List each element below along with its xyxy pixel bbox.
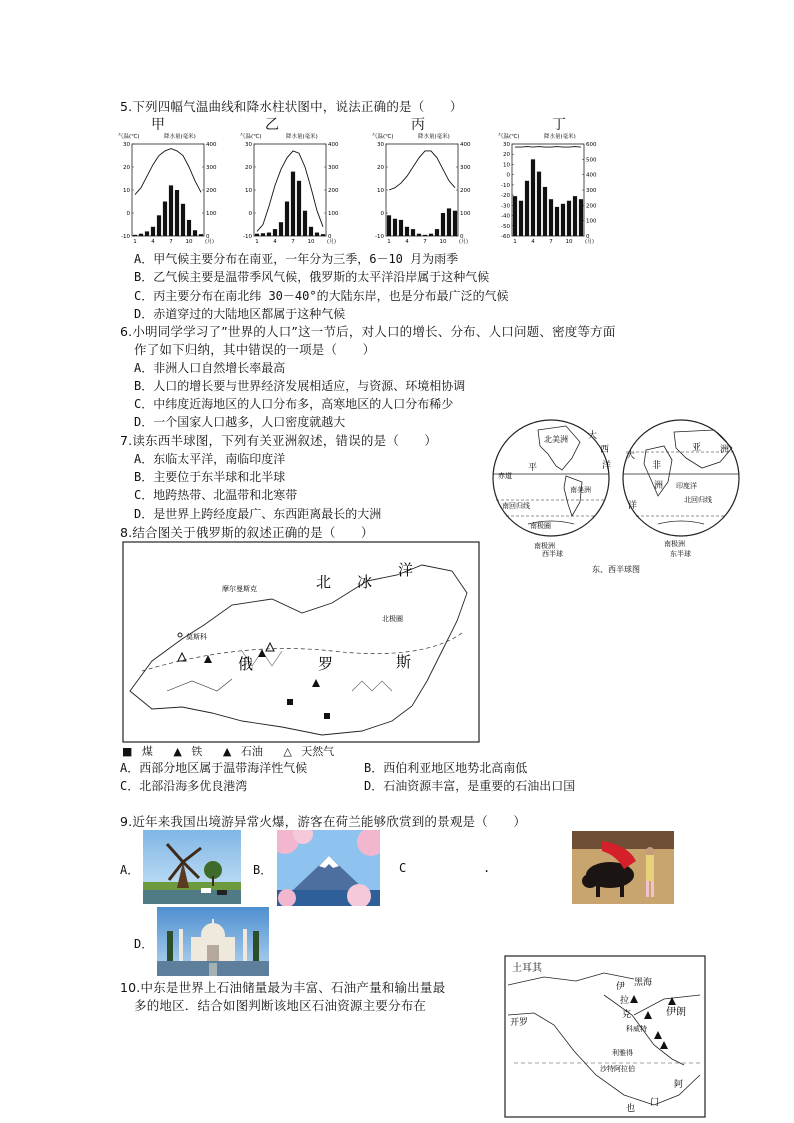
map-label-yi: 伊 <box>616 982 626 992</box>
map-label-bing: 冰 <box>357 573 373 591</box>
precip-tick-label: 400 <box>460 142 471 148</box>
precip-bar <box>453 211 457 236</box>
q7-option-d[interactable]: D．是世界上跨经度最广、东西距离最长的大洲 <box>134 507 382 521</box>
russia-map-legend <box>122 743 334 759</box>
month-unit-label: (月) <box>459 239 468 245</box>
q7-option-b[interactable]: B．主要位于东半球和北半球 <box>134 470 286 484</box>
map-label-turkey: 土耳其 <box>512 963 542 974</box>
precip-tick-label: 300 <box>328 165 339 171</box>
map-label-arctic-circle: 北极圈 <box>382 615 403 623</box>
legend-gas: △ 天然气 <box>283 745 335 758</box>
legend-coal: ■ 煤 <box>122 745 153 758</box>
precip-bar <box>175 190 179 236</box>
month-unit-label: (月) <box>205 239 214 245</box>
q5-option-d[interactable]: D．赤道穿过的大陆地区都属于这种气候 <box>134 307 346 321</box>
precip-tick-label: 400 <box>586 172 597 179</box>
q7-option-a[interactable]: A．东临太平洋，南临印度洋 <box>134 452 286 466</box>
temp-tick-label: -10 <box>121 234 130 240</box>
label-tropic-cancer: 北回归线 <box>684 496 712 504</box>
temp-tick-label: 30 <box>123 142 130 148</box>
label-north-america: 北美洲 <box>544 435 568 444</box>
q8-option-b[interactable]: B．西伯利亚地区地势北高南低 <box>364 761 528 775</box>
temp-axis-label: 气温(℃) <box>372 134 394 140</box>
precip-tick-label: 0 <box>586 234 590 240</box>
temp-tick-label: 0 <box>248 211 252 217</box>
label-indian-ocean: 印度洋 <box>676 482 697 490</box>
precip-tick-label: 200 <box>460 188 471 194</box>
precip-axis-label: 降水量(毫米) <box>418 134 450 140</box>
temp-tick-label: -10 <box>501 182 510 189</box>
month-tick-label: 4 <box>273 239 277 245</box>
precip-bar <box>525 181 529 236</box>
temperature-line <box>515 147 581 148</box>
label-yang: 洋 <box>602 461 612 471</box>
bull-icon <box>572 831 674 904</box>
precip-tick-label: 400 <box>206 142 217 148</box>
map-label-luo: 罗 <box>318 655 334 673</box>
precip-tick-label: 100 <box>328 211 339 217</box>
precip-tick-label: 100 <box>460 211 471 217</box>
month-tick-label: 1 <box>387 239 391 245</box>
precip-bar <box>555 207 559 236</box>
q6-option-b[interactable]: B．人口的增长要与世界经济发展相适应，与资源、环境相协调 <box>134 379 466 393</box>
bullfighting-image[interactable] <box>572 831 674 904</box>
precip-bar <box>423 235 427 236</box>
map-label-si: 斯 <box>396 653 412 671</box>
q9-label-c[interactable]: C <box>399 861 407 875</box>
temp-tick-label: 10 <box>503 162 510 169</box>
label-yang-2: 洋 <box>628 501 638 511</box>
precip-tick-label: 200 <box>328 188 339 194</box>
temp-tick-label: -50 <box>501 223 510 230</box>
month-tick-label: 7 <box>169 239 173 245</box>
map-label-yang: 洋 <box>398 561 414 579</box>
temp-axis-label: 气温(℃) <box>498 134 520 140</box>
label-zhou: 洲 <box>720 445 730 455</box>
hemisphere-map <box>488 412 758 577</box>
temp-tick-label: 0 <box>506 172 510 179</box>
mount-fuji-image[interactable] <box>277 830 380 906</box>
label-da-2: 大 <box>626 451 636 461</box>
temp-tick-label: 20 <box>377 165 384 171</box>
mountain-icon <box>277 830 380 906</box>
q5-option-a[interactable]: A．甲气候主要分布在南亚，一年分为三季，6－10 月为雨季 <box>134 252 459 266</box>
precip-bar <box>169 185 173 236</box>
precip-bar <box>573 196 577 236</box>
temp-tick-label: 20 <box>503 152 510 159</box>
precip-bar <box>429 234 433 236</box>
precip-bar <box>267 233 271 236</box>
windmill-icon <box>143 830 241 904</box>
label-antarctica-west: 南极洲 <box>534 542 555 550</box>
map-label-kuwait: 科威特 <box>626 1025 647 1033</box>
q9-label-b[interactable]: B． <box>253 863 273 877</box>
map-label-black-sea: 黑海 <box>634 978 653 988</box>
label-antarctica-east: 南极洲 <box>664 540 685 548</box>
temp-axis-label: 气温(℃) <box>118 134 140 140</box>
precip-bar <box>543 187 547 236</box>
precip-tick-label: 0 <box>460 234 464 240</box>
precip-axis-label: 降水量(毫米) <box>544 134 576 140</box>
precip-bar <box>133 235 137 236</box>
temp-tick-label: -20 <box>501 193 510 200</box>
temp-tick-label: 0 <box>126 211 130 217</box>
month-tick-label: 7 <box>549 239 553 245</box>
month-tick-label: 4 <box>151 239 155 245</box>
taj-mahal-image[interactable] <box>157 907 269 976</box>
precip-bar <box>519 201 523 236</box>
climate-chart-bing <box>372 130 472 248</box>
map-label-e: 俄 <box>238 655 254 673</box>
temp-tick-label: 10 <box>245 188 252 194</box>
precip-bar <box>139 234 143 236</box>
precip-axis-label: 降水量(毫米) <box>286 134 318 140</box>
month-tick-label: 1 <box>133 239 137 245</box>
precip-tick-label: 100 <box>206 211 217 217</box>
map-label-saudi-arabia: 沙特阿拉伯 <box>600 1065 635 1073</box>
chart-frame <box>254 144 326 236</box>
month-tick-label: 10 <box>439 239 447 245</box>
q6-stem-line2: 作了如下归纳，其中错误的一项是（ ） <box>134 342 376 357</box>
precip-bar <box>163 202 167 237</box>
precip-bar <box>297 181 301 236</box>
precip-bar <box>537 172 541 236</box>
precip-bar <box>151 227 155 236</box>
map-label-moscow: 莫斯科 <box>186 633 207 641</box>
q6-option-d[interactable]: D．一个国家人口越多，人口密度就越大 <box>134 415 346 429</box>
label-antarctic-circle: 南极圈 <box>530 522 551 530</box>
q9-label-dot: . <box>483 861 491 875</box>
map-label-ke: 克 <box>622 1010 632 1020</box>
month-tick-label: 7 <box>291 239 295 245</box>
q9-label-a[interactable]: A． <box>120 863 140 877</box>
chart-title-jia: 甲 <box>151 117 165 133</box>
precip-bar <box>187 220 191 236</box>
precip-bar <box>513 196 517 236</box>
precip-tick-label: 200 <box>206 188 217 194</box>
precip-bar <box>561 204 565 236</box>
precip-bar <box>399 220 403 236</box>
temp-tick-label: 20 <box>123 165 130 171</box>
temp-tick-label: 20 <box>245 165 252 171</box>
precip-bar <box>531 159 535 236</box>
precip-bar <box>279 222 283 236</box>
precip-bar <box>255 234 259 236</box>
q10-stem-line1: 10.中东是世界上石油储量最为丰富、石油产量和输出量最 <box>120 980 446 995</box>
precip-tick-label: 300 <box>586 188 597 194</box>
precip-bar <box>145 231 149 236</box>
map-label-ye: 也 <box>626 1104 636 1114</box>
precip-bar <box>579 199 583 236</box>
precip-tick-label: 300 <box>206 165 217 171</box>
temp-tick-label: -10 <box>243 234 252 240</box>
precip-bar <box>549 199 553 236</box>
q8-stem: 8.结合图关于俄罗斯的叙述正确的是（ ） <box>120 525 374 540</box>
climate-chart-ding <box>498 130 598 248</box>
precip-bar <box>315 233 319 236</box>
q8-option-d[interactable]: D．石油资源丰富，是重要的石油出口国 <box>364 779 576 793</box>
chart-title-yi: 乙 <box>265 117 279 133</box>
windmill-image[interactable] <box>143 830 241 904</box>
label-fei: 非 <box>652 461 662 471</box>
month-tick-label: 10 <box>307 239 315 245</box>
precip-bar <box>291 172 295 236</box>
map-label-murmansk: 摩尔曼斯克 <box>222 585 257 593</box>
temp-tick-label: -30 <box>501 203 510 210</box>
temp-tick-label: -40 <box>501 213 510 220</box>
month-tick-label: 1 <box>255 239 259 245</box>
precip-bar <box>411 229 415 236</box>
precip-bar <box>181 204 185 236</box>
precip-bar <box>441 213 445 236</box>
precip-axis-label: 降水量(毫米) <box>164 134 196 140</box>
precip-bar <box>273 229 277 236</box>
q5-option-b[interactable]: B．乙气候主要是温带季风气候，俄罗斯的太平洋沿岸属于这种气候 <box>134 270 490 284</box>
taj-mahal-icon <box>157 907 269 976</box>
map-label-men: 门 <box>650 1098 660 1108</box>
precip-bar <box>393 219 397 236</box>
q6-stem-line1: 6.小明同学学习了”世界的人口”这一节后，对人口的增长、分布、人口问题、密度等方面 <box>120 324 616 339</box>
map-label-riyadh: 利雅得 <box>612 1049 633 1057</box>
precip-bar <box>193 230 197 236</box>
q5-stem: 5.下列四幅气温曲线和降水柱状图中，说法正确的是（ ） <box>120 99 463 114</box>
map-label-iran: 伊朗 <box>666 1007 686 1018</box>
q6-option-a[interactable]: A．非洲人口自然增长率最高 <box>134 361 286 375</box>
chart-title-ding: 丁 <box>552 117 566 133</box>
temp-tick-label: 30 <box>503 142 510 148</box>
precip-tick-label: 300 <box>460 165 471 171</box>
label-ya: 亚 <box>692 443 702 453</box>
legend-oil: ▲ 石油 <box>222 745 263 758</box>
temp-axis-label: 气温(℃) <box>240 134 262 140</box>
label-tropic-capricorn: 南回归线 <box>502 502 530 510</box>
label-ping: 平 <box>528 463 538 473</box>
precip-tick-label: 500 <box>586 157 597 164</box>
precip-bar <box>417 234 421 236</box>
chart-frame <box>132 144 204 236</box>
temp-tick-label: 0 <box>380 211 384 217</box>
precip-bar <box>309 227 313 236</box>
q5-option-c[interactable]: C．丙主要分布在南北纬 30－40°的大陆东岸，也是分布最广泛的气候 <box>134 289 509 303</box>
temp-tick-label: 10 <box>123 188 130 194</box>
climate-chart-yi <box>240 130 340 248</box>
q8-option-a[interactable]: A．西部分地区属于温带海洋性气候 <box>120 761 308 775</box>
label-west-hemisphere: 西半球 <box>542 550 563 558</box>
q10-stem-line2: 多的地区．结合如图判断该地区石油资源主要分布在 <box>134 998 427 1013</box>
climate-chart-jia <box>118 130 218 248</box>
precip-bar <box>567 201 571 236</box>
label-east-hemisphere: 东半球 <box>670 550 691 558</box>
hemisphere-caption: 东、西半球图 <box>592 565 640 574</box>
precip-bar <box>387 215 391 236</box>
precip-tick-label: 100 <box>586 218 597 225</box>
month-tick-label: 7 <box>423 239 427 245</box>
label-zhou-2: 洲 <box>654 481 664 491</box>
precip-tick-label: 400 <box>328 142 339 148</box>
label-equator: 赤道 <box>498 472 512 480</box>
q9-stem: 9.近年来我国出境游异常火爆，游客在荷兰能够欣赏到的景观是（ ） <box>120 814 527 829</box>
month-tick-label: 4 <box>405 239 409 245</box>
temp-tick-label: 30 <box>245 142 252 148</box>
month-tick-label: 4 <box>531 239 535 245</box>
q8-option-c[interactable]: C．北部沿海多优良港湾 <box>120 779 248 793</box>
q7-stem: 7.读东西半球图，下列有关亚洲叙述，错误的是（ ） <box>120 433 438 448</box>
precip-bar <box>303 211 307 236</box>
precip-tick-label: 200 <box>586 203 597 210</box>
precip-tick-label: 600 <box>586 142 597 148</box>
coal-marker-2 <box>324 713 330 719</box>
month-tick-label: 10 <box>565 239 573 245</box>
map-label-bei: 北 <box>316 573 332 591</box>
coal-marker-1 <box>287 699 293 705</box>
legend-iron: ▲ 铁 <box>173 745 203 758</box>
month-unit-label: (月) <box>585 239 594 245</box>
q7-option-c[interactable]: C．地跨热带、北温带和北寒带 <box>134 488 298 502</box>
precip-bar <box>405 227 409 236</box>
precip-bar <box>157 215 161 236</box>
middle-east-map <box>504 955 706 1118</box>
temp-tick-label: -60 <box>501 234 510 240</box>
temp-tick-label: -10 <box>375 234 384 240</box>
precip-bar <box>261 233 265 236</box>
map-label-cairo: 开罗 <box>510 1018 529 1028</box>
temp-tick-label: 30 <box>377 142 384 148</box>
precip-bar <box>435 229 439 236</box>
map-label-la: 拉 <box>620 996 630 1006</box>
precip-bar <box>285 202 289 237</box>
precip-tick-label: 0 <box>328 234 332 240</box>
temp-tick-label: 10 <box>377 188 384 194</box>
q6-option-c[interactable]: C．中纬度近海地区的人口分布多，高寒地区的人口分布稀少 <box>134 397 454 411</box>
russia-map <box>122 541 480 743</box>
chart-title-bing: 丙 <box>411 117 425 133</box>
precip-tick-label: 0 <box>206 234 210 240</box>
label-da: 大 <box>588 431 598 441</box>
month-unit-label: (月) <box>327 239 336 245</box>
label-south-america: 南美洲 <box>570 486 591 494</box>
label-xi: 西 <box>600 445 610 455</box>
precip-bar <box>447 208 451 236</box>
month-tick-label: 1 <box>513 239 517 245</box>
precip-bar <box>199 234 203 236</box>
map-label-a: 阿 <box>674 1080 684 1090</box>
precip-bar <box>321 234 325 236</box>
q9-label-d[interactable]: D． <box>134 937 154 951</box>
month-tick-label: 10 <box>185 239 193 245</box>
